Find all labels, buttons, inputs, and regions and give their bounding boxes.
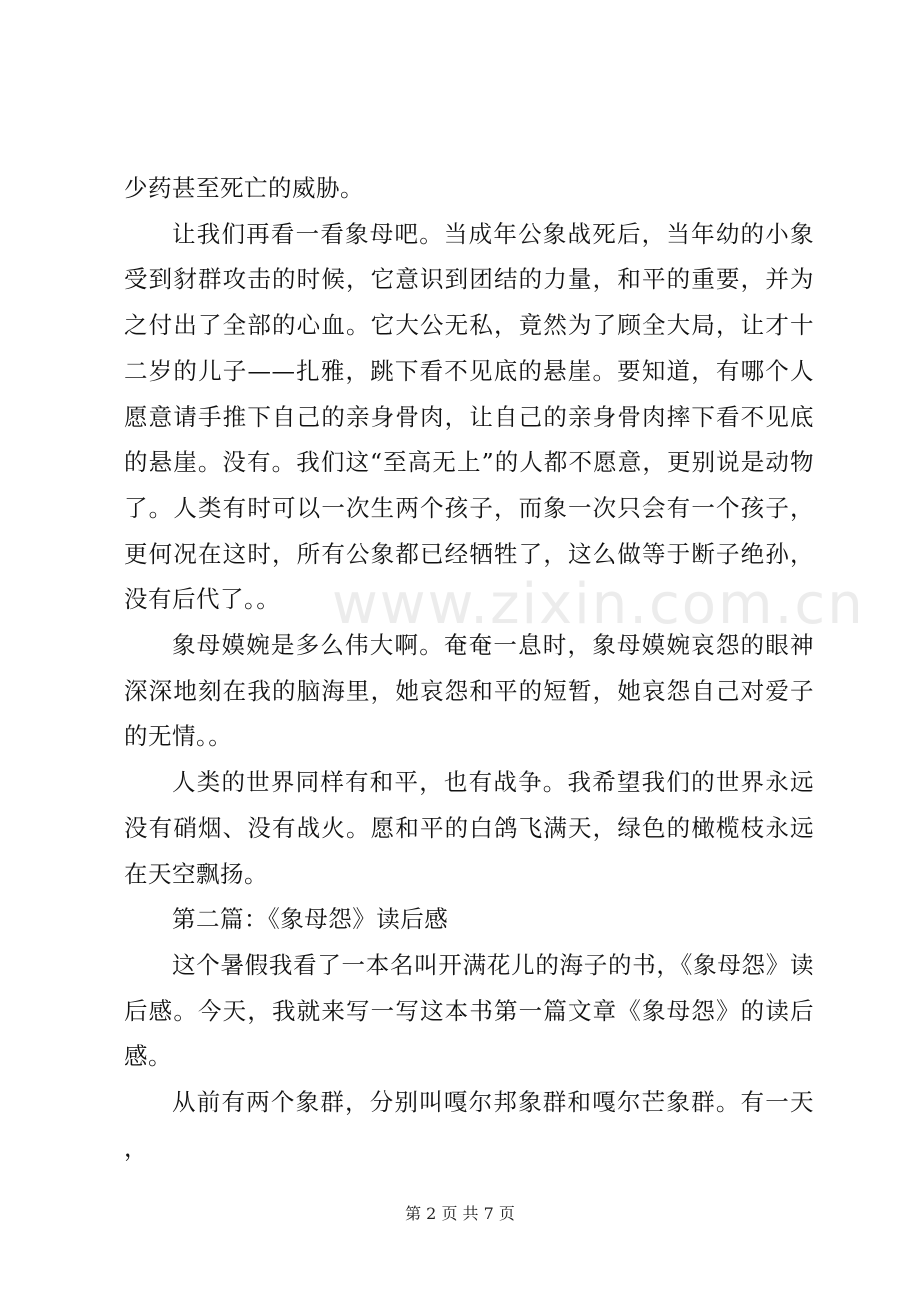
- body-text: [124, 166, 814, 1171]
- section-heading: 第二篇：《象母怨》读后感: [172, 905, 449, 934]
- paragraph-continuation: 少药甚至死亡的威胁。: [124, 174, 364, 202]
- page-footer: 第 2 页 共 7 页: [405, 1204, 515, 1223]
- paragraph: 让我们再看一看象母吧。当成年公象战死后，当年幼的小象受到豺群攻击的时候，它意识到团结的力量，和平的重要，并为之付出了全部的心血。它大公无私，竟然为了顾全大局，让才十二岁的儿子——扎雅，跳下看不见底的悬崖。要知道，有哪个人愿意请手推下自己的亲身骨肉，让自己的亲身骨肉摔下看不见底的悬崖。没有。我们这“至高无上”的人都不愿意，更别说是动物了。人类有时可以一次生两个孩子，而象一次只会有一个孩子，更何况在这时，所有公象都已经牺牲了，这么做等于断子绝孙，没有后代了。。: [124, 219, 814, 614]
- paragraph: 这个暑假我看了一本名叫开满花儿的海子的书，《象母怨》读后感。今天，我就来写一写这本书第一篇文章《象母怨》的读后感。: [124, 950, 814, 1071]
- paragraph: 从前有两个象群，分别叫嘎尔邦象群和嘎尔芒象群。有一天，: [124, 1088, 814, 1162]
- watermark: www.zixin.com.cn: [332, 572, 865, 637]
- paragraph: 象母嫫婉是多么伟大啊。奄奄一息时，象母嫫婉哀怨的眼神深深地刻在我的脑海里，她哀怨和平的短暂，她哀怨自己对爱子的无情。。: [124, 631, 814, 751]
- paragraph: 人类的世界同样有和平，也有战争。我希望我们的世界永远没有硝烟、没有战火。愿和平的白鸽飞满天，绿色的橄榄枝永远在天空飘扬。: [124, 768, 814, 888]
